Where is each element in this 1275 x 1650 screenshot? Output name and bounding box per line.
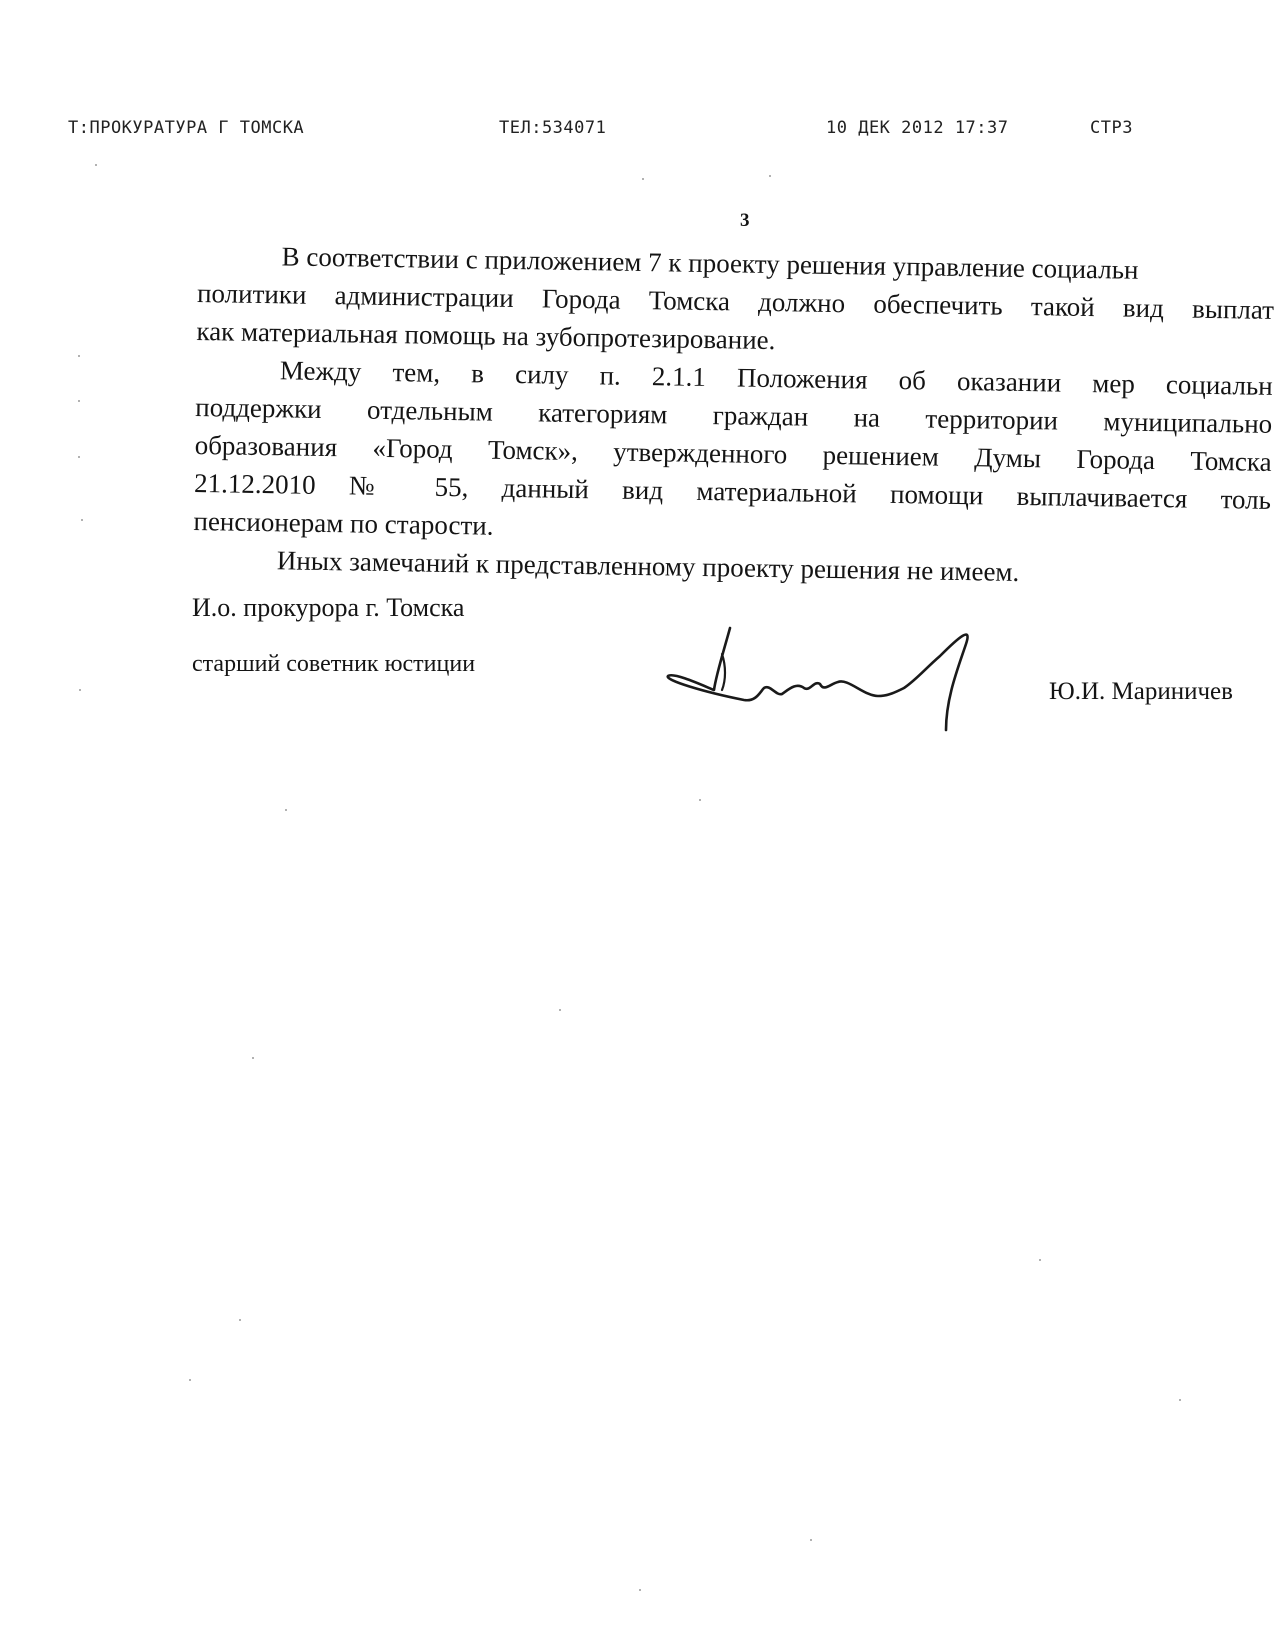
signer-name: Ю.И. Мариничев [1049, 678, 1233, 705]
body-line: как материальная помощь на зубопротезирование. [196, 315, 776, 356]
body-line: 21.12.2010 № 55, данный вид материальной помощи выплачивается толь [193, 467, 1272, 515]
body-line: Иных замечаний к представленному проекту решения не имеем. [276, 545, 1020, 587]
signer-role: И.о. прокурора г. Томска [192, 593, 465, 622]
body-line: политики администрации Города Томска должно обеспечить такой вид выплат [196, 277, 1275, 325]
body-line: поддержки отдельным категориям граждан на территории муниципально [195, 391, 1273, 439]
letter-body [193, 236, 1275, 595]
signer-rank: старший советник юстиции [192, 651, 476, 677]
body-line: Между тем, в силу п. 2.1.1 Положения об оказании мер социальн [279, 355, 1274, 401]
fax-page: СТР3 [1090, 118, 1133, 138]
body-line: В соответствии с приложением 7 к проекту решения управление социальн [281, 241, 1139, 285]
body-line: образования «Город Томск», утвержденного решением Думы Города Томска [194, 429, 1272, 477]
handwritten-signature [664, 620, 1004, 740]
body-line: пенсионерам по старости. [193, 505, 494, 541]
page-number: 3 [740, 210, 750, 231]
fax-phone: ТЕЛ:534071 [499, 118, 607, 138]
fax-datetime: 10 ДЕК 2012 17:37 [826, 118, 1009, 138]
fax-sender: Т:ПРОКУРАТУРА Г ТОМСКА [68, 118, 305, 138]
